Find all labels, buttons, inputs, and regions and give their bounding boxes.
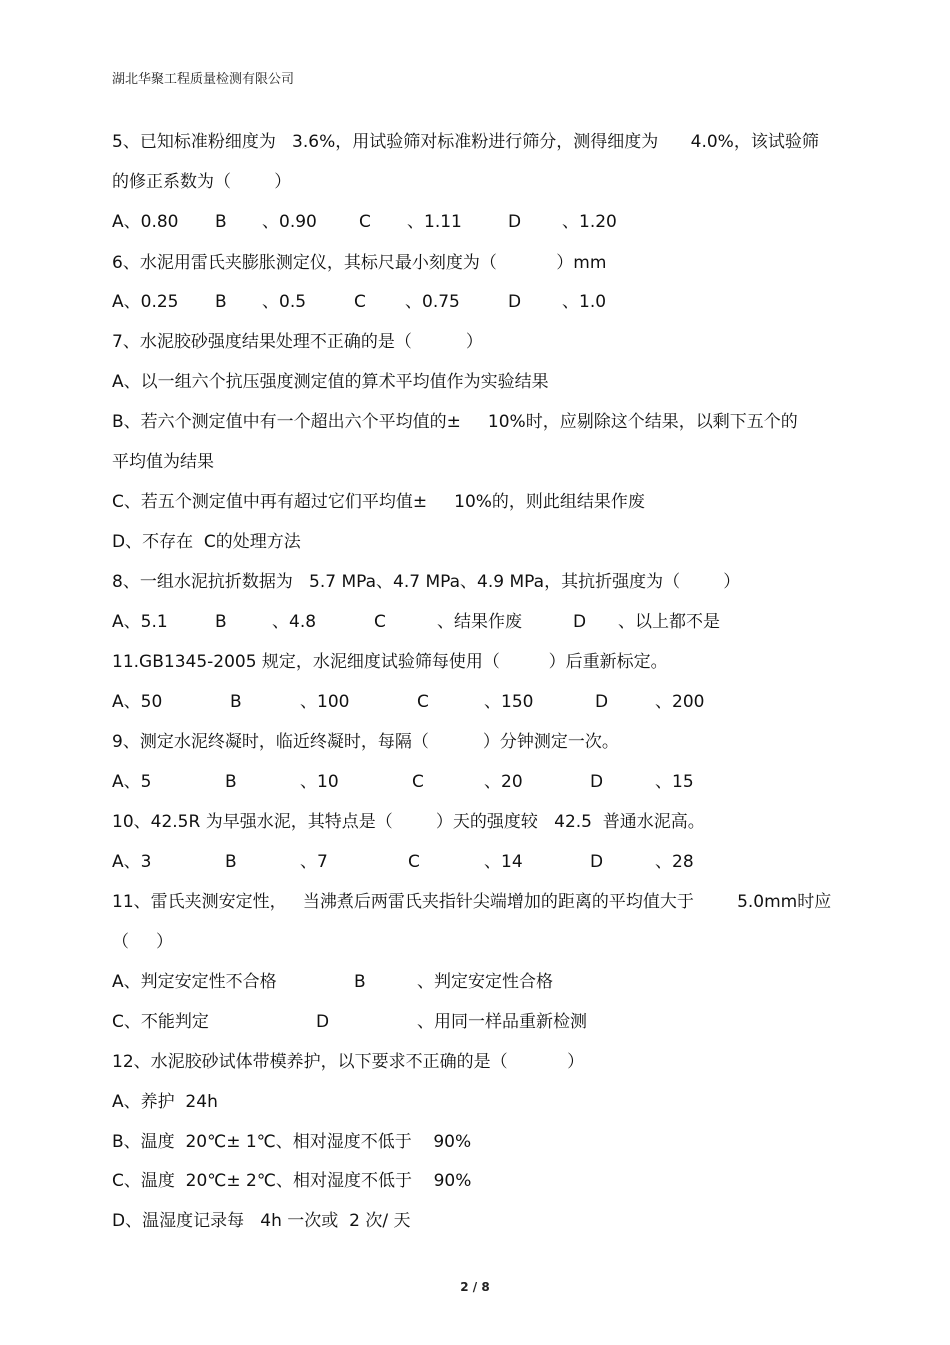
option-b-letter: B <box>215 212 227 232</box>
question-7-option-d: D、不存在 C的处理方法 <box>112 532 301 552</box>
option-d: 、200 <box>655 692 705 712</box>
page-number: 2 / 8 <box>460 1280 490 1294</box>
option-d-letter: D <box>595 692 609 712</box>
option-b-letter: B <box>215 612 227 632</box>
option-b: 、0.5 <box>262 292 307 312</box>
question-7-option-b-line-2: 平均值为结果 <box>112 452 214 472</box>
option-b: 、7 <box>300 852 328 872</box>
option-a: A、5.1 <box>112 612 168 632</box>
option-b-letter: B <box>215 292 227 312</box>
option-b: 、判定安定性合格 <box>417 972 553 992</box>
option-d: 、1.0 <box>562 292 607 312</box>
question-11-line-1: 11、雷氏夹测安定性， 当沸煮后两雷氏夹指针尖端增加的距离的平均值大于 5.0mm时应 <box>112 892 832 912</box>
option-a: A、5 <box>112 772 152 792</box>
option-b: 、0.90 <box>262 212 317 232</box>
question-10: 10、42.5R 为早强水泥，其特点是（ ）天的强度较 42.5 普通水泥高。 <box>112 812 705 832</box>
question-5-line-2: 的修正系数为（ ） <box>112 172 292 192</box>
option-d: 、以上都不是 <box>618 612 720 632</box>
option-b: 、4.8 <box>272 612 317 632</box>
option-a: A、50 <box>112 692 163 712</box>
option-b-letter: B <box>225 772 237 792</box>
question-12-option-c: C、温度 20℃± 2℃、相对湿度不低于 90% <box>112 1171 472 1191</box>
option-d-letter: D <box>508 212 522 232</box>
option-d: 、28 <box>655 852 694 872</box>
option-d: 、15 <box>655 772 694 792</box>
option-d-letter: D <box>508 292 522 312</box>
option-d-letter: D <box>316 1012 330 1032</box>
option-c-letter: C <box>412 772 424 792</box>
option-d: 、用同一样品重新检测 <box>417 1012 587 1032</box>
company-header: 湖北华聚工程质量检测有限公司 <box>112 72 295 87</box>
option-c-letter: C <box>408 852 420 872</box>
question-11-line-2: （ ） <box>112 932 174 952</box>
option-a: A、0.80 <box>112 212 179 232</box>
option-b: 、10 <box>300 772 339 792</box>
question-9: 9、测定水泥终凝时，临近终凝时，每隔（ ）分钟测定一次。 <box>112 732 619 752</box>
option-d-letter: D <box>573 612 587 632</box>
option-c: 、20 <box>484 772 523 792</box>
question-12: 12、水泥胶砂试体带模养护，以下要求不正确的是（ ） <box>112 1052 585 1072</box>
option-d: 、1.20 <box>562 212 617 232</box>
option-c-letter: C <box>374 612 386 632</box>
question-12-option-b: B、温度 20℃± 1℃、相对湿度不低于 90% <box>112 1132 472 1152</box>
option-a: A、3 <box>112 852 152 872</box>
question-6: 6、水泥用雷氏夹膨胀测定仪，其标尺最小刻度为（ ）mm <box>112 253 607 273</box>
question-7: 7、水泥胶砂强度结果处理不正确的是（ ） <box>112 332 483 352</box>
option-c: 、0.75 <box>405 292 460 312</box>
option-d-letter: D <box>590 852 604 872</box>
option-b-letter: B <box>225 852 237 872</box>
question-7-option-b-line-1: B、若六个测定值中有一个超出六个平均值的± 10%时，应剔除这个结果，以剩下五个的 <box>112 412 798 432</box>
option-c: 、结果作废 <box>437 612 522 632</box>
option-c: 、150 <box>484 692 534 712</box>
question-7-option-a: A、以一组六个抗压强度测定值的算术平均值作为实验结果 <box>112 372 549 392</box>
option-b: 、100 <box>300 692 350 712</box>
option-c-letter: C <box>359 212 371 232</box>
question-12-option-a: A、养护 24h <box>112 1092 218 1112</box>
question-5-line-1: 5、已知标准粉细度为 3.6%，用试验筛对标准粉进行筛分，测得细度为 4.0%，该试验筛 <box>112 132 819 152</box>
question-8: 8、一组水泥抗折数据为 5.7 MPa、4.7 MPa、4.9 MPa，其抗折强度为（ ） <box>112 572 741 592</box>
option-b-letter: B <box>230 692 242 712</box>
option-c-letter: C <box>417 692 429 712</box>
question-12-option-d: D、温湿度记录每 4h 一次或 2 次/ 天 <box>112 1211 411 1231</box>
option-a: A、判定安定性不合格 <box>112 972 277 992</box>
question-7-option-c: C、若五个测定值中再有超过它们平均值± 10%的，则此组结果作废 <box>112 492 645 512</box>
option-c-letter: C <box>354 292 366 312</box>
question-11-gb: 11.GB1345-2005 规定，水泥细度试验筛每使用（ ）后重新标定。 <box>112 652 668 672</box>
option-a: A、0.25 <box>112 292 179 312</box>
option-c: 、14 <box>484 852 523 872</box>
option-b-letter: B <box>354 972 366 992</box>
option-c: 、1.11 <box>407 212 462 232</box>
option-c: C、不能判定 <box>112 1012 209 1032</box>
option-d-letter: D <box>590 772 604 792</box>
